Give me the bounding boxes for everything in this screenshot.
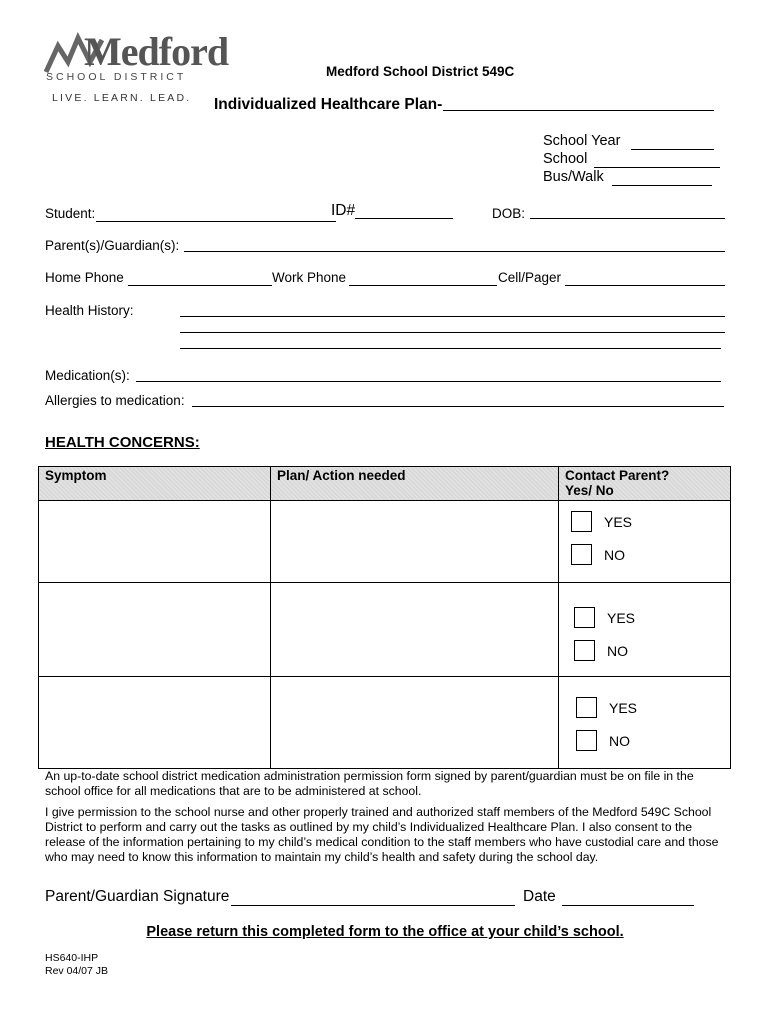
student-label: Student: [45, 206, 96, 221]
consent-paragraph: I give permission to the school nurse and other properly trained and authorized staff members of the Medford 549C School District to perform and carry out the tasks as outlined by my child’s Individualized Healthcare Plan. I also consent to the release of the information pertaining to my child’s medical condition to the staff members who have custodial care and those who may need to know this information to maintain my child’s health and safety during the school day. [45, 805, 719, 864]
student-field[interactable] [96, 221, 336, 222]
symptom-cell-1[interactable] [39, 501, 271, 583]
form-code: HS640-IHP [45, 952, 99, 964]
table-header-row [39, 467, 731, 501]
yes-option-2[interactable] [574, 601, 730, 634]
plan-cell-2[interactable] [271, 583, 559, 677]
plan-cell-1[interactable] [271, 501, 559, 583]
yes-label: YES [607, 609, 636, 626]
dob-field[interactable] [530, 218, 725, 219]
no-checkbox[interactable] [571, 544, 592, 565]
symptom-cell-2[interactable] [39, 583, 271, 677]
contact-cell-3 [559, 677, 731, 769]
date-field[interactable] [562, 905, 694, 906]
yes-checkbox[interactable] [576, 697, 597, 718]
contact-cell-2 [559, 583, 731, 677]
school-field[interactable] [594, 167, 720, 168]
contact-cell-1 [559, 501, 731, 583]
school-year-field[interactable] [631, 149, 714, 150]
school-label: School [543, 151, 588, 167]
signature-label: Parent/Guardian Signature [45, 888, 230, 905]
no-option-2[interactable] [574, 634, 730, 667]
school-year-label: School Year [543, 133, 621, 149]
yes-checkbox[interactable] [571, 511, 592, 532]
cell-pager-label: Cell/Pager [498, 270, 562, 285]
yes-label: YES [604, 513, 633, 530]
no-option-3[interactable] [576, 724, 730, 757]
medications-label: Medication(s): [45, 368, 130, 383]
district-name: Medford School District 549C [326, 64, 515, 79]
logo-tagline: LIVE. LEARN. LEAD. [52, 92, 192, 104]
plan-cell-3[interactable] [271, 677, 559, 769]
signature-field[interactable] [231, 905, 515, 906]
return-instruction: Please return this completed form to the office at your child’s school. [146, 924, 624, 940]
no-option-1[interactable] [571, 538, 730, 571]
work-phone-field[interactable] [349, 285, 497, 286]
logo-subtitle: SCHOOL DISTRICT [46, 71, 187, 83]
work-phone-label: Work Phone [272, 270, 347, 285]
col-plan-header: Plan/ Action needed [271, 467, 559, 501]
no-checkbox[interactable] [576, 730, 597, 751]
health-concerns-heading: HEALTH CONCERNS: [45, 434, 200, 451]
plan-name-line[interactable] [443, 110, 714, 111]
guardians-field[interactable] [184, 251, 725, 252]
no-label: NO [604, 546, 625, 563]
dob-label: DOB: [492, 206, 526, 221]
table-row [39, 583, 731, 677]
health-history-line-2[interactable] [180, 332, 725, 333]
district-logo [44, 29, 229, 110]
yes-option-3[interactable] [576, 691, 730, 724]
health-concerns-table [38, 466, 731, 769]
no-label: NO [607, 642, 628, 659]
col-symptom-header: Symptom [39, 467, 271, 501]
health-history-label: Health History: [45, 303, 134, 318]
table-row [39, 501, 731, 583]
bus-walk-field[interactable] [612, 185, 712, 186]
table-row [39, 677, 731, 769]
date-label: Date [523, 888, 556, 905]
id-label: ID# [331, 202, 356, 219]
allergies-field[interactable] [192, 406, 724, 407]
health-history-line-1[interactable] [180, 316, 725, 317]
bus-walk-label: Bus/Walk [543, 169, 604, 185]
logo-wordmark: Medford [84, 29, 229, 74]
home-phone-field[interactable] [128, 285, 272, 286]
id-field[interactable] [355, 218, 453, 219]
yes-option-1[interactable] [571, 505, 730, 538]
symptom-cell-3[interactable] [39, 677, 271, 769]
home-phone-label: Home Phone [45, 270, 124, 285]
cell-pager-field[interactable] [565, 285, 725, 286]
no-label: NO [609, 732, 630, 749]
health-history-line-3[interactable] [180, 348, 721, 349]
yes-label: YES [609, 699, 638, 716]
form-title: Individualized Healthcare Plan- [214, 96, 443, 113]
guardians-label: Parent(s)/Guardian(s): [45, 238, 180, 253]
col-contact-header: Contact Parent? Yes/ No [559, 467, 731, 501]
no-checkbox[interactable] [574, 640, 595, 661]
form-revision: Rev 04/07 JB [45, 965, 109, 977]
allergies-label: Allergies to medication: [45, 393, 185, 408]
medications-field[interactable] [136, 381, 721, 382]
medication-notice: An up-to-date school district medication administration permission form signed by parent/guardian must be on file in the school office for all medications that are to be administered at school. [45, 769, 694, 798]
yes-checkbox[interactable] [574, 607, 595, 628]
